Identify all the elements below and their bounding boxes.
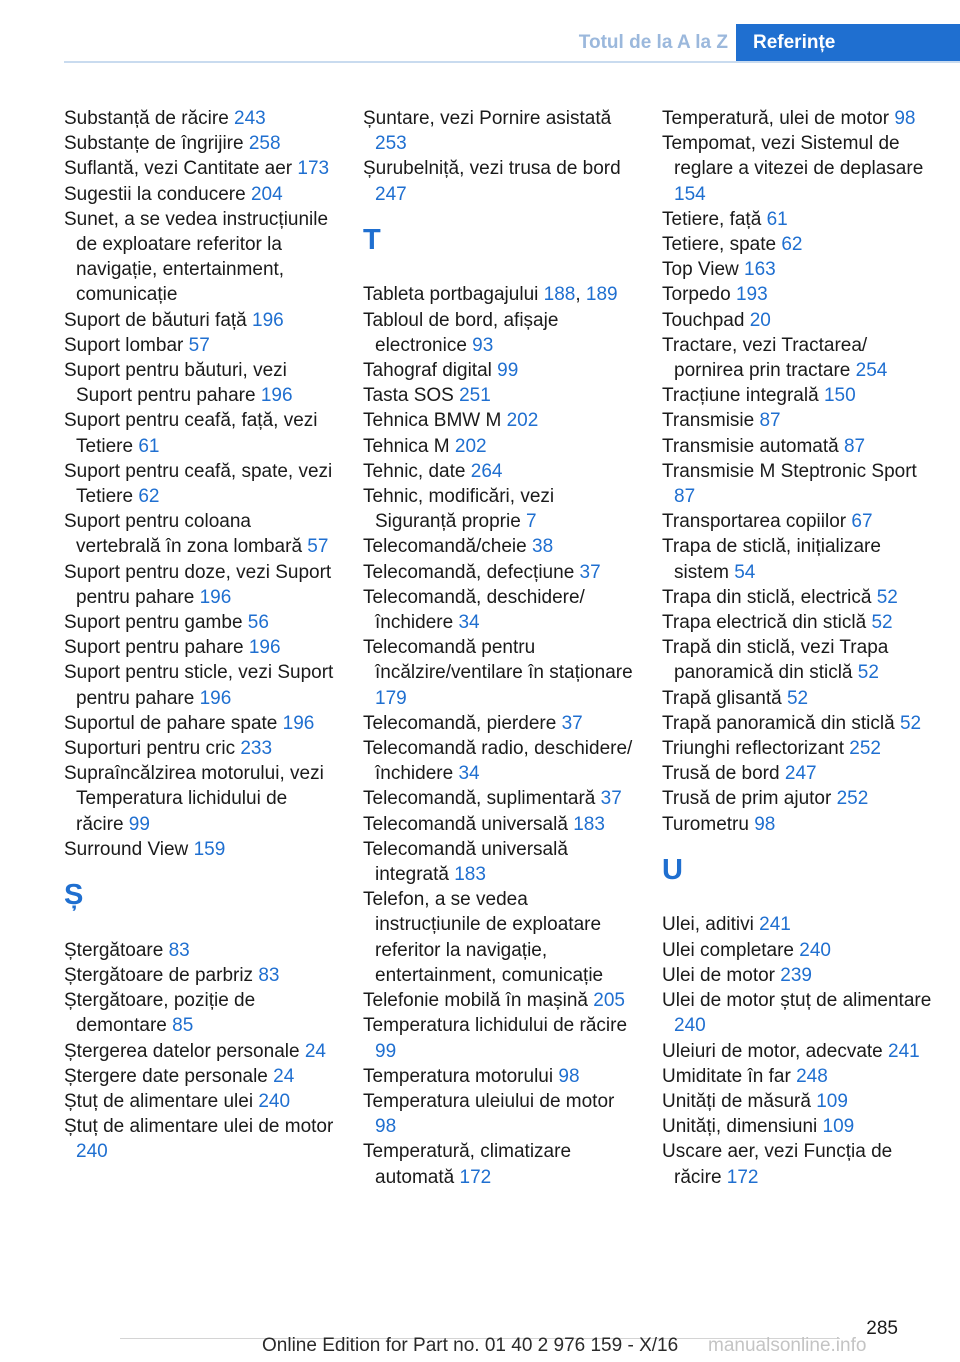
index-entry-term: Sugestii la conducere xyxy=(64,183,246,205)
index-entry xyxy=(363,408,635,433)
page-reference-link[interactable]: 109 xyxy=(822,1116,855,1138)
page-reference-link[interactable]: 87 xyxy=(843,435,866,457)
page-reference-link[interactable]: 241 xyxy=(888,1040,920,1062)
page-reference-link[interactable]: 52 xyxy=(876,586,898,608)
index-entry xyxy=(64,610,336,635)
index-entry-term: Suportul de pahare spate xyxy=(64,712,278,734)
page-reference-link[interactable]: 251 xyxy=(459,385,491,407)
page-reference-link[interactable]: 172 xyxy=(459,1166,492,1188)
index-entry-term: Temperatura uleiului de motor xyxy=(363,1090,615,1112)
index-entry xyxy=(662,257,934,282)
index-entry xyxy=(363,106,635,156)
index-entry xyxy=(64,963,336,988)
page-reference-link[interactable]: 20 xyxy=(749,309,771,331)
index-entry xyxy=(662,786,934,811)
index-entry xyxy=(363,484,635,534)
index-entry xyxy=(662,585,934,610)
page-reference-link[interactable]: 38 xyxy=(532,536,554,558)
page-reference-link[interactable]: 264 xyxy=(470,460,503,482)
index-entry-term: Tahograf digital xyxy=(363,360,492,382)
page-reference-link[interactable]: 62 xyxy=(781,234,803,256)
index-entry-term: Telecomandă radio, deschidere/închidere xyxy=(363,738,633,785)
index-entry xyxy=(64,1039,336,1064)
index-entry-term: Suport pentru ceafă, spate, vezi Tetiere xyxy=(64,460,333,508)
page-reference-link[interactable]: 24 xyxy=(273,1065,295,1087)
index-entry xyxy=(363,786,635,811)
index-entry xyxy=(662,686,934,711)
index-letter-heading: U xyxy=(662,853,683,886)
index-entry xyxy=(363,1013,635,1063)
index-entry xyxy=(363,837,635,887)
index-entry xyxy=(662,106,934,131)
page-reference-link[interactable]: 85 xyxy=(172,1015,194,1037)
page-reference-link[interactable]: 196 xyxy=(199,586,232,608)
index-entry xyxy=(363,1139,635,1189)
index-entry-term: Tasta SOS xyxy=(363,385,454,407)
index-entry-term: Tehnic, modificări, vezi Siguranță proprie xyxy=(363,486,555,533)
index-entry xyxy=(64,308,336,333)
section-tab[interactable]: Totul de la A la Z xyxy=(578,32,728,53)
index-entry xyxy=(363,358,635,383)
page-reference-link[interactable]: 37 xyxy=(579,561,601,583)
page-reference-link[interactable]: 93 xyxy=(472,334,494,356)
index-entry-term: Suport pentru coloana vertebrală în zona lombară xyxy=(64,511,303,558)
page-reference-link[interactable]: 52 xyxy=(871,612,893,634)
index-entry xyxy=(662,1139,934,1189)
page-reference-link[interactable]: 196 xyxy=(199,687,232,709)
index-entry xyxy=(662,635,934,685)
index-entry-term: Transportarea copiilor xyxy=(662,511,847,533)
footer-watermark: manualsonline.info xyxy=(708,1335,867,1356)
index-entry-term: Ștergătoare xyxy=(64,939,164,961)
page-reference-link[interactable]: 57 xyxy=(307,536,329,558)
index-entry-term: Telecomandă/cheie xyxy=(363,536,527,558)
index-entry-term: Temperatura motorului xyxy=(363,1065,554,1087)
index-entry-term: Șuntare, vezi Pornire asistată xyxy=(363,108,612,129)
page-reference-link[interactable]: 196 xyxy=(260,385,293,407)
page-reference-link[interactable]: 241 xyxy=(759,914,791,936)
index-entry xyxy=(64,106,336,131)
index-entry-term: Tetiere, față xyxy=(662,208,762,230)
index-entry xyxy=(64,459,336,509)
index-entry-term: Sunet, a se vedea instrucțiunile de exploatare referitor la navigație, entertainment, comunicație xyxy=(64,208,329,306)
page-header xyxy=(0,0,960,64)
page-reference-link[interactable]: 248 xyxy=(796,1065,828,1087)
index-entry-term: Trusă de bord xyxy=(662,763,780,785)
index-entry-term: Telecomandă, deschidere/ închidere xyxy=(363,586,585,634)
index-entry xyxy=(662,509,934,534)
page-number: 285 xyxy=(866,1318,898,1339)
index-entry xyxy=(662,207,934,232)
index-entry xyxy=(363,1089,635,1139)
index-entry xyxy=(64,509,336,559)
page-reference-link[interactable]: 239 xyxy=(780,964,812,986)
index-entry xyxy=(662,736,934,761)
index-entry-term: Torpedo xyxy=(662,284,731,306)
index-entry xyxy=(662,434,934,459)
index-entry-term: Substanță de răcire xyxy=(64,108,229,129)
index-entry xyxy=(363,1064,635,1089)
page-reference-link[interactable]: 188 xyxy=(543,284,576,306)
index-entry-term: Surround View xyxy=(64,838,189,860)
page-reference-link[interactable]: 109 xyxy=(816,1090,848,1112)
index-entry-term: Șurubelniță, vezi trusa de bord xyxy=(363,158,621,180)
index-entry-term: Trusă de prim ajutor xyxy=(662,788,832,810)
page-reference-link[interactable]: 37 xyxy=(600,788,622,810)
index-entry xyxy=(64,408,336,458)
index-entry xyxy=(363,988,635,1013)
page-reference-link[interactable]: 54 xyxy=(734,561,756,583)
index-entry-term: Telecomandă, suplimentară xyxy=(363,788,596,810)
index-letter-heading: T xyxy=(363,223,381,256)
index-entry-term: Umiditate în far xyxy=(662,1065,791,1087)
index-entry-term: Substanțe de îngrijire xyxy=(64,133,244,155)
page-reference-link[interactable]: 240 xyxy=(674,1015,706,1037)
index-entry-term: Transmisie M Steptronic Sport xyxy=(662,460,917,482)
page-reference-link[interactable]: 196 xyxy=(252,309,284,331)
index-entry-term: Ștergătoare de parbriz xyxy=(64,964,254,986)
page-reference-link[interactable]: 204 xyxy=(250,183,283,205)
page-reference-link[interactable]: 233 xyxy=(240,738,273,760)
index-entry xyxy=(64,988,336,1038)
active-section-tab[interactable]: Referințe xyxy=(736,24,960,62)
index-entry-term: Trapă panoramică din sticlă xyxy=(662,712,895,734)
index-entry xyxy=(363,635,635,711)
index-entry xyxy=(64,131,336,156)
page-reference-link[interactable]: 83 xyxy=(258,964,280,986)
page-reference-link[interactable]: 24 xyxy=(304,1040,326,1062)
index-entry xyxy=(363,434,635,459)
page-reference-link[interactable]: 87 xyxy=(674,486,696,508)
header-rule xyxy=(64,61,960,63)
index-entry-term: Ștuț de alimentare ulei xyxy=(64,1090,254,1112)
index-entry-term: Telecomandă, pierdere xyxy=(363,712,557,734)
index-entry xyxy=(662,812,934,837)
index-entry xyxy=(662,1039,934,1064)
page-reference-link[interactable]: 37 xyxy=(561,712,583,734)
index-entry-term: Telefon, a se vedea instrucțiunile de exploatare referitor la navigație, entertainment, comunicație xyxy=(363,889,604,986)
footer-edition: Online Edition for Part no. 01 40 2 976 159 - X/16 xyxy=(262,1335,679,1356)
page-reference-link[interactable]: 52 xyxy=(857,662,879,684)
page-reference-link[interactable]: 240 xyxy=(799,939,831,961)
index-entry xyxy=(363,308,635,358)
index-entry-term: Suporturi pentru cric xyxy=(64,738,236,760)
index-entry-term: Ulei de motor xyxy=(662,964,775,986)
index-entry xyxy=(662,1114,934,1139)
page-reference-link[interactable]: 189 xyxy=(585,284,618,306)
index-entry xyxy=(662,610,934,635)
page-reference-link[interactable]: 56 xyxy=(247,612,269,634)
index-entry-term: Tempomat, vezi Sistemul de reglare a vitezei de deplasare xyxy=(662,133,924,180)
index-entry-term: Temperatura lichidului de răcire xyxy=(363,1015,628,1037)
index-entry-term: Suport pentru băuturi, vezi Suport pentru pahare xyxy=(64,360,287,407)
index-entry xyxy=(363,585,635,635)
index-entry xyxy=(363,560,635,585)
index-entry-term: Tabloul de bord, afișaje electronice xyxy=(363,309,559,356)
index-entry-term: Trapa din sticlă, electrică xyxy=(662,586,872,608)
index-entry-term: Transmisie automată xyxy=(662,435,839,457)
index-entry-term: Temperatură, climatizare automată xyxy=(363,1141,572,1188)
page-reference-link[interactable]: 87 xyxy=(759,410,781,432)
index-entry-term: Unități, dimensiuni xyxy=(662,1116,818,1138)
index-entry-term: Top View xyxy=(662,259,739,281)
page-reference-link[interactable]: 150 xyxy=(823,385,856,407)
index-entry xyxy=(64,938,336,963)
index-entry-term: Tableta portbagajului xyxy=(363,284,539,306)
index-entry xyxy=(662,761,934,786)
index-entry xyxy=(662,383,934,408)
index-entry xyxy=(662,1089,934,1114)
index-entry xyxy=(64,837,336,862)
page-reference-link[interactable]: 52 xyxy=(786,687,809,709)
index-entry xyxy=(363,887,635,988)
index-entry-term: Ștergerea datelor personale xyxy=(64,1040,300,1062)
index-entry-term: Telecomandă universală xyxy=(363,813,568,835)
page-reference-link[interactable]: 247 xyxy=(375,183,407,205)
index-entry-term: Tracțiune integrală xyxy=(662,385,819,407)
index-entry-term: Ulei de motor ștuț de alimentare xyxy=(662,990,932,1012)
page-reference-link[interactable]: 99 xyxy=(375,1040,397,1062)
index-entry xyxy=(363,383,635,408)
index-entry xyxy=(662,282,934,307)
index-entry-term: Tehnica BMW M xyxy=(363,410,502,432)
index-entry-term: Telecomandă, defecțiune xyxy=(363,561,575,583)
index-entry-term: Trapa electrică din sticlă xyxy=(662,612,867,634)
index-entry-term: Ulei, aditivi xyxy=(662,914,754,936)
page-reference-link[interactable]: 196 xyxy=(282,712,315,734)
page-reference-link[interactable]: 247 xyxy=(784,763,817,785)
index-entry xyxy=(64,761,336,837)
index-entry xyxy=(64,156,336,181)
index-entry xyxy=(662,963,934,988)
page-reference-link[interactable]: 57 xyxy=(188,334,210,356)
index-entry-term: Suport lombar xyxy=(64,334,184,356)
page-reference-link[interactable]: 52 xyxy=(899,712,922,734)
index-entry-term: Triunghi reflectorizant xyxy=(662,738,844,760)
index-entry xyxy=(64,736,336,761)
index-entry-term: Uleiuri de motor, adecvate xyxy=(662,1040,883,1062)
page-reference-link[interactable]: 252 xyxy=(849,738,881,760)
index-letter-heading: Ș xyxy=(64,879,84,912)
index-entry xyxy=(662,408,934,433)
index-entry-term: Tetiere, spate xyxy=(662,234,777,256)
page-reference-link[interactable]: 99 xyxy=(128,813,150,835)
index-entry-term: Touchpad xyxy=(662,309,745,331)
page-reference-link[interactable]: 196 xyxy=(248,637,281,659)
index-entry-term: Telefonie mobilă în mașină xyxy=(363,990,588,1012)
index-entry-term: Temperatură, ulei de motor xyxy=(662,108,890,129)
index-entry xyxy=(363,812,635,837)
page-reference-link[interactable]: 98 xyxy=(754,813,776,835)
index-entry-term: Unități de măsură xyxy=(662,1090,811,1112)
index-entry: Tableta portbagajului 188, 189 xyxy=(363,284,618,306)
index-entry xyxy=(363,736,635,786)
index-entry-term: Tractare, vezi Tractarea/ pornirea prin tractare xyxy=(662,334,868,382)
index-entry xyxy=(64,711,336,736)
page-reference-link[interactable]: 83 xyxy=(168,939,190,961)
index-entry xyxy=(662,333,934,383)
index-column-1 xyxy=(64,106,336,1165)
page-reference-link[interactable]: 240 xyxy=(258,1090,291,1112)
index-entry-term: Ștergere date personale xyxy=(64,1065,268,1087)
index-entry xyxy=(64,1114,336,1164)
index-entry xyxy=(64,358,336,408)
index-entry-term: Tehnic, date xyxy=(363,460,466,482)
index-entry xyxy=(662,131,934,207)
page-reference-link[interactable]: 98 xyxy=(375,1116,397,1138)
page-reference-link[interactable]: 258 xyxy=(248,133,281,155)
page-reference-link[interactable]: 172 xyxy=(726,1166,759,1188)
index-entry xyxy=(64,333,336,358)
index-entry xyxy=(64,660,336,710)
index-entry xyxy=(64,560,336,610)
index-entry xyxy=(662,308,934,333)
page-reference-link[interactable]: 34 xyxy=(458,763,480,785)
index-entry-term: Ulei completare xyxy=(662,939,794,961)
index-entry xyxy=(64,1064,336,1089)
page-reference-link[interactable]: 179 xyxy=(375,687,407,709)
index-entry-term: Ștuț de alimentare ulei de motor xyxy=(64,1116,334,1138)
page-reference-link[interactable]: 253 xyxy=(375,133,407,155)
page-reference-link[interactable]: 7 xyxy=(526,511,537,533)
index-entry xyxy=(662,988,934,1038)
page-reference-link[interactable]: 243 xyxy=(234,108,266,129)
index-entry xyxy=(64,1089,336,1114)
page-reference-link[interactable]: 62 xyxy=(138,486,160,508)
page-reference-link[interactable]: 240 xyxy=(76,1141,108,1163)
index-entry-term: Transmisie xyxy=(662,410,755,432)
page-reference-link[interactable]: 193 xyxy=(735,284,768,306)
page-reference-link[interactable]: 183 xyxy=(454,864,486,886)
index-entry-term: Suport pentru ceafă, față, vezi Tetiere xyxy=(64,410,318,457)
index-entry xyxy=(662,938,934,963)
index-entry xyxy=(662,232,934,257)
index-entry xyxy=(64,182,336,207)
index-entry-term: Trapă glisantă xyxy=(662,687,782,709)
page-reference-link[interactable]: 173 xyxy=(297,158,330,180)
page-reference-link[interactable]: 159 xyxy=(193,838,226,860)
page-reference-link[interactable]: 154 xyxy=(674,183,706,205)
index-entry-term: Uscare aer, vezi Funcția de răcire xyxy=(662,1141,893,1188)
index-entry xyxy=(64,207,336,308)
page-reference-link[interactable]: 163 xyxy=(744,259,776,281)
page-reference-link[interactable]: 61 xyxy=(766,208,788,230)
page-reference-link[interactable]: 67 xyxy=(851,511,873,533)
index-entry-term: Telecomandă universală integrată xyxy=(363,838,568,886)
index-entry-term: Supraîncălzirea motorului, vezi Temperatura lichidului de răcire xyxy=(64,763,324,835)
index-entry xyxy=(363,534,635,559)
index-entry xyxy=(662,534,934,584)
index-entry-term: Suport pentru doze, vezi Suport pentru pahare xyxy=(64,561,332,608)
page-reference-link[interactable]: 202 xyxy=(454,435,487,457)
page-reference-link[interactable]: 205 xyxy=(593,990,625,1012)
index-entry-term: Telecomandă pentru încălzire/ventilare în staționare xyxy=(363,637,633,684)
page-reference-link[interactable]: 99 xyxy=(497,360,519,382)
index-entry xyxy=(363,459,635,484)
index-entry xyxy=(662,711,934,736)
page-reference-link[interactable]: 183 xyxy=(573,813,605,835)
page-reference-link[interactable]: 252 xyxy=(836,788,869,810)
index-entry-term: Trapa de sticlă, inițializare sistem xyxy=(662,536,881,583)
index-entry-term: Turometru xyxy=(662,813,749,835)
index-entry xyxy=(363,156,635,206)
index-entry xyxy=(64,635,336,660)
page-reference-link[interactable]: 98 xyxy=(894,108,916,129)
index-entry xyxy=(363,711,635,736)
index-entry-term: Suport pentru pahare xyxy=(64,637,244,659)
index-entry-term: Ștergătoare, poziție de demontare xyxy=(64,990,256,1037)
index-entry-term: Suport de băuturi față xyxy=(64,309,247,331)
index-entry-term: Tehnica M xyxy=(363,435,450,457)
index-entry xyxy=(662,912,934,937)
index-entry-term: Suflantă, vezi Cantitate aer xyxy=(64,158,293,180)
index-entry-term: Suport pentru gambe xyxy=(64,612,243,634)
page-reference-link[interactable]: 34 xyxy=(458,612,480,634)
page-reference-link[interactable]: 98 xyxy=(558,1065,580,1087)
index-entry xyxy=(662,1064,934,1089)
page-reference-link[interactable]: 202 xyxy=(506,410,539,432)
index-entry xyxy=(662,459,934,509)
index-column-3 xyxy=(662,106,934,1190)
page-reference-link[interactable]: 61 xyxy=(138,435,160,457)
page-reference-link[interactable]: 254 xyxy=(855,360,888,382)
index-entry-term: Trapă din sticlă, vezi Trapa panoramică din sticlă xyxy=(662,637,889,684)
index-column-2 xyxy=(363,106,635,1190)
index-entry-term: Suport pentru sticle, vezi Suport pentru pahare xyxy=(64,662,334,709)
